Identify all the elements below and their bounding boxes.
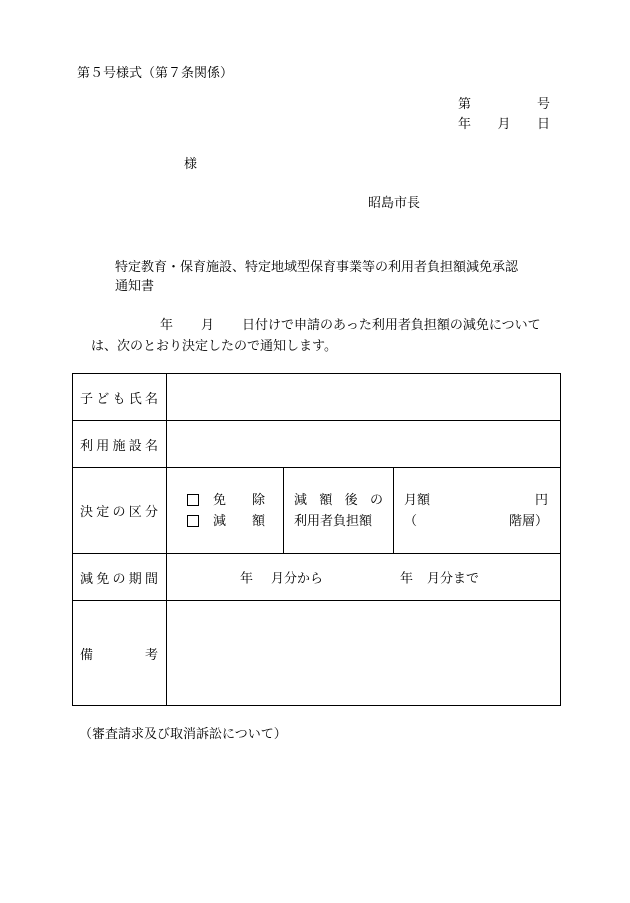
tier-row (404, 511, 548, 532)
period-to-month: 月分まで (427, 571, 480, 587)
label-char: 区 (128, 505, 142, 520)
child-name-label-cell (73, 374, 167, 421)
label-char: 氏 (128, 391, 142, 407)
label-char: 決 (80, 505, 94, 520)
date-day: 日 (536, 117, 550, 132)
remarks-field[interactable] (167, 601, 561, 706)
facility-label-cell (73, 421, 167, 468)
doc-number-suffix: 号 (536, 97, 550, 112)
remarks-label-cell (73, 601, 167, 706)
period-to-year: 年 (400, 571, 414, 587)
notice-table (72, 373, 561, 706)
decision-label (80, 501, 158, 520)
option-reduce[interactable] (187, 511, 283, 532)
option-exempt[interactable] (187, 490, 283, 511)
row-child-name (73, 374, 561, 421)
amount-cell[interactable] (394, 468, 561, 554)
row-remarks (73, 601, 561, 706)
issue-date (458, 117, 550, 134)
document-title: 特定教育・保育施設、特定地域型保育事業等の利用者負担額減免承認通知書 (115, 260, 519, 294)
body-line-2: は、次のとおり決定したので通知します。 (91, 339, 337, 354)
label-char: の (112, 505, 126, 520)
after-reduction-label-cell (284, 468, 394, 554)
child-name-field[interactable] (167, 374, 561, 421)
label-char: 除 (251, 492, 265, 508)
body-month: 月 (201, 318, 215, 333)
label-char: 分 (144, 505, 158, 520)
label-char: も (112, 391, 126, 407)
yen-unit: 円 (535, 492, 549, 508)
label-char: 額 (319, 492, 333, 508)
decision-label-cell (73, 468, 167, 554)
reduce-checkbox[interactable] (187, 515, 199, 527)
body-line-1 (160, 318, 541, 335)
label-char: 定 (96, 505, 110, 520)
facility-label (80, 435, 158, 454)
document-number (458, 97, 550, 114)
child-name-label (80, 388, 158, 407)
remarks-char-1: 備 (80, 647, 94, 663)
period-label (80, 568, 158, 587)
label-char: 期 (128, 571, 142, 587)
issuer-name: 昭島市長 (368, 196, 421, 211)
label-char: 名 (144, 391, 158, 407)
label-char: 免 (213, 492, 227, 508)
label-char: 設 (128, 438, 142, 454)
remarks-label (80, 644, 158, 663)
label-char: 減 (294, 492, 308, 508)
label-char: 用 (96, 438, 110, 454)
label-char: 子 (80, 391, 94, 407)
appeal-note: （審査請求及び取消訴訟について） (79, 727, 287, 742)
row-period (73, 554, 561, 601)
reduce-label (213, 511, 265, 532)
row-facility (73, 421, 561, 468)
label-char: 減 (80, 571, 94, 587)
body-year: 年 (160, 318, 174, 333)
period-from-year: 年 (240, 571, 254, 587)
date-year: 年 (458, 117, 472, 132)
label-char: 額 (251, 513, 265, 529)
label-char: 免 (96, 571, 110, 587)
addressee-honorific: 様 (184, 157, 198, 172)
label-char: 施 (112, 438, 126, 454)
body-rest: 日付けで申請のあった利用者負担額の減免について (242, 318, 541, 333)
after-reduction-line-2: 利用者負担額 (294, 513, 373, 529)
label-char: 間 (144, 571, 158, 587)
label-char: 利 (80, 438, 94, 454)
label-char: 減 (213, 513, 227, 529)
period-from-month: 月分から (271, 571, 324, 587)
monthly-amount-row (404, 490, 548, 511)
period-field[interactable] (167, 554, 561, 601)
facility-field[interactable] (167, 421, 561, 468)
decision-options (167, 468, 284, 554)
exempt-checkbox[interactable] (187, 494, 199, 506)
date-month: 月 (497, 117, 511, 132)
label-char: の (112, 571, 126, 587)
label-char: ど (96, 391, 110, 407)
remarks-char-2: 考 (144, 647, 158, 663)
row-decision (73, 468, 561, 554)
period-label-cell (73, 554, 167, 601)
label-char: 名 (144, 438, 158, 454)
tier-open-paren: （ (404, 513, 418, 529)
label-char: 後 (344, 492, 358, 508)
exempt-label (213, 490, 265, 511)
after-reduction-line-1 (294, 490, 383, 511)
monthly-amount-label: 月額 (404, 492, 431, 508)
label-char: の (369, 492, 383, 508)
form-number-label: 第５号様式（第７条関係） (77, 66, 234, 81)
doc-number-prefix: 第 (458, 97, 472, 112)
tier-label: 階層） (509, 513, 549, 529)
